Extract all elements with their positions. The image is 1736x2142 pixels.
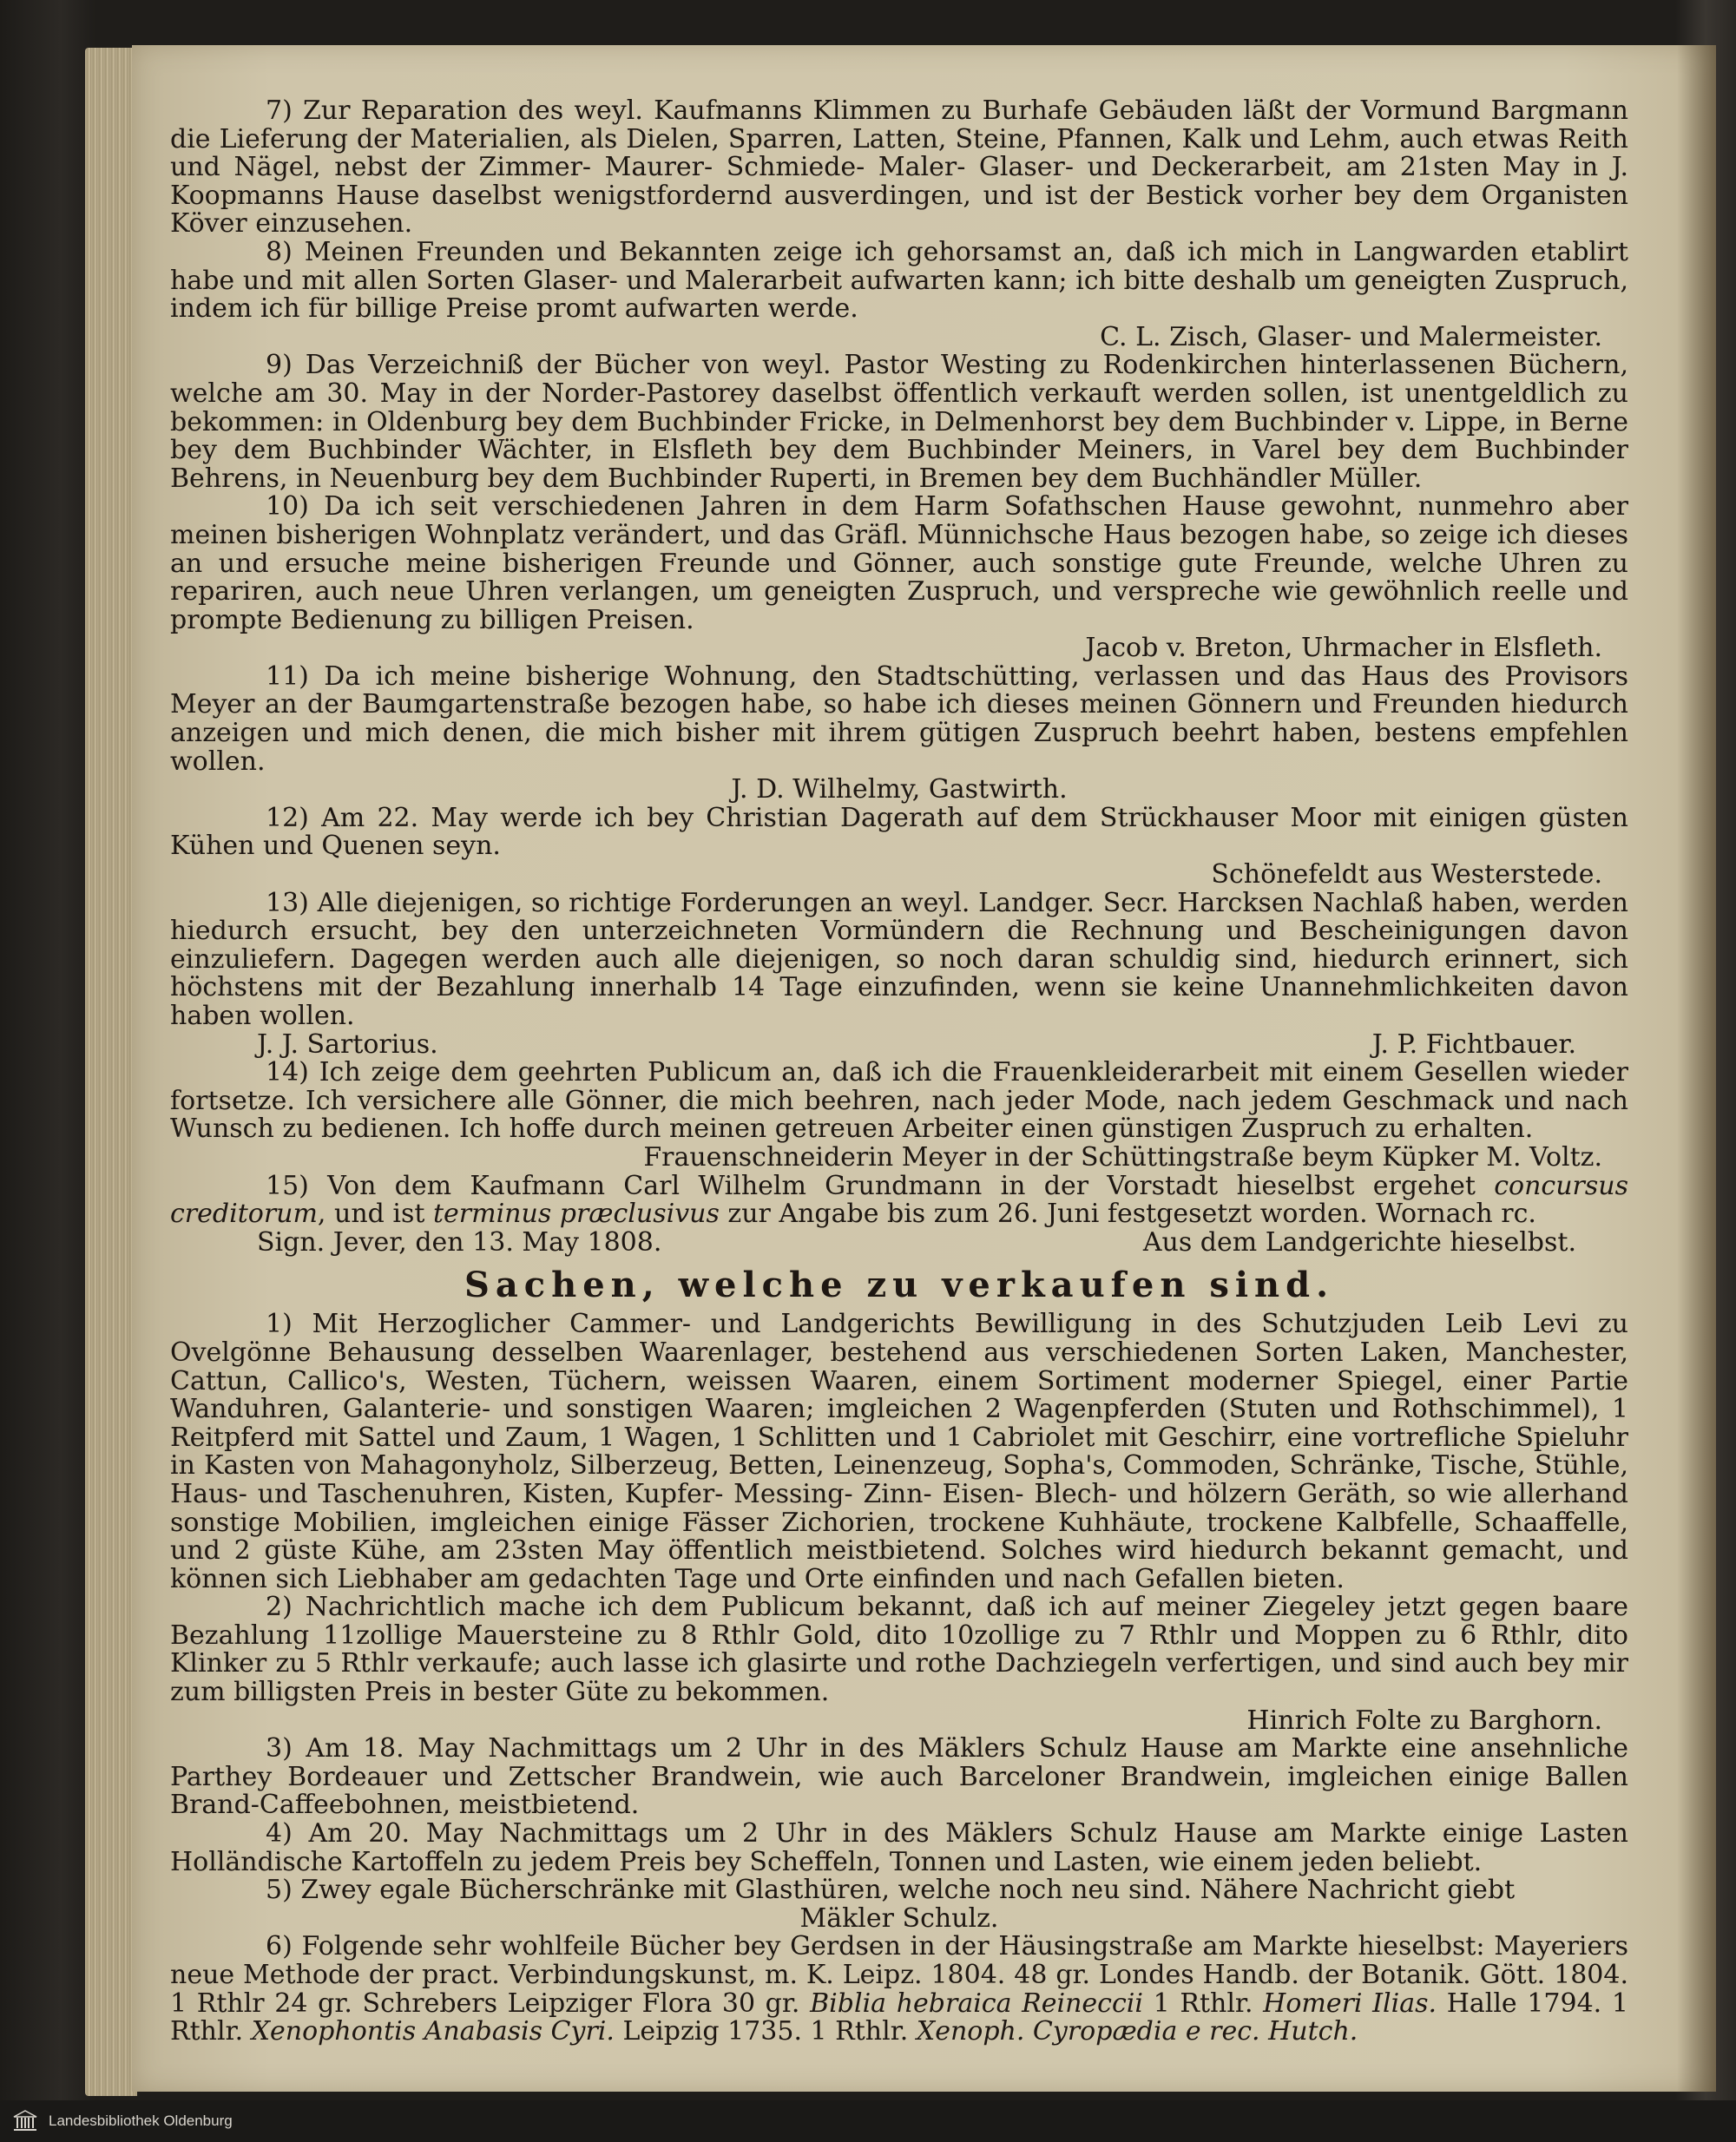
sale-item-2-signature: Hinrich Folte zu Barghorn. xyxy=(1246,1705,1602,1736)
sale-item-3: 3) Am 18. May Nachmittags um 2 Uhr in des Mäklers Schulz Hause am Markte eine ansehnliche Parthey Bordeauer und Zettscher Brandwein, wie auch Barceloner Brandwein, imgleichen einige Ballen Brand-Caffeebohnen, meistbietend. xyxy=(170,1733,1628,1821)
notice-15-signatures xyxy=(170,1226,1628,1258)
books-latin-1: Biblia hebraica Reineccii xyxy=(810,1988,1143,2019)
notice-8: 8) Meinen Freunden und Bekannten zeige ich gehorsamst an, daß ich mich in Langwarden etablirt habe und mit allen Sorten Glaser- und Malerarbeit aufwarten kann; ich bitte deshalb um geneigten Zuspruch, indem ich für billige Preise promt aufwarten werde. xyxy=(170,236,1628,325)
notice-14: 14) Ich zeige dem geehrten Publicum an, daß ich die Frauenkleiderarbeit mit einem Gesellen wieder fortsetze. Ich versichere alle Gönner, die mich beehren, nach jeder Mode, nach jedem Geschmack und nach Wunsch zu bedienen. Ich hoffe durch meinen getreuen Arbeiter einen günstigen Zuspruch zu erhalten. xyxy=(170,1057,1628,1145)
notice-15-latin-2: terminus præclusivus xyxy=(432,1199,720,1230)
books-before: 6) Folgende sehr wohlfeile Bücher bey Gerdsen in der Häusingstraße am Markte hieselbst: Mayeriers neue Methode der pract. Verbindungskunst, m. K. Leipz. 1804. 48 gr. Londes Handb. der Botanik. Gött. 1804. 1 Rthlr 24 gr. Schrebers Leipziger Flora 30 gr. xyxy=(170,1931,1628,2019)
footer-bar xyxy=(0,2100,1736,2142)
notice-8-signature: C. L. Zisch, Glaser- und Malermeister. xyxy=(1100,321,1602,352)
notice-13: 13) Alle diejenigen, so richtige Forderungen an weyl. Landger. Secr. Harcksen Nachlaß haben, werden hiedurch ersucht, bey den unterzeichneten Vormündern die Rechnung und Bescheinigungen davon einzuliefern. Dagegen werden auch alle diejenigen, so noch daran schuldig sind, hiedurch erinnert, sich höchstens mit der Bezahlung innerhalb 14 Tage einzufinden, wenn sie keine Unannehmlichkeiten davon haben wollen. xyxy=(170,887,1628,1031)
sale-item-2: 2) Nachrichtlich mache ich dem Publicum bekannt, daß ich auf meiner Ziegeley jetzt gegen baare Bezahlung 11zollige Mauersteine zu 8 Rthlr Gold, dito 10zollige zu 7 Rthlr und Moppen zu 6 Rthlr, dito Klinker zu 5 Rthlr verkaufe; auch lasse ich glasirte und rothe Dachziegeln verfertigen, und sind auch bey mir zum billigsten Preis in bester Güte zu bekommen. xyxy=(170,1592,1628,1708)
library-logo-icon xyxy=(12,2108,38,2134)
notice-15-sign-right: Aus dem Landgerichte hieselbst. xyxy=(1142,1226,1576,1258)
books-latin-4: Xenoph. Cyropædia e rec. Hutch. xyxy=(916,2016,1358,2047)
notice-13-signatures xyxy=(170,1028,1628,1060)
notice-14-signature: Frauenschneiderin Meyer in der Schüttingstraße beym Küpker M. Voltz. xyxy=(643,1141,1602,1173)
sale-item-1: 1) Mit Herzoglicher Cammer- und Landgerichts Bewilligung in des Schutzjuden Leib Levi zu Ovelgönne Behausung desselben Waarenlager, bestehend aus verschiedenen Sorten Laken, Manchester, Cattun, Callico's, Westen, Tüchern, weissen Waaren, einem Sortiment moderner Spiegel, einer Partie Wanduhren, Galanterie- und sonstigen Waaren; imgleichen 2 Wagenpferden (Stuten und Rothschimmel), 1 Reitpferd mit Sattel und Zaum, 1 Wagen, 1 Schlitten und 1 Cabriolet mit Geschirr, eine vortrefliche Spieluhr in Kasten von Mahagonyholz, Silberzeug, Betten, Leinenzeug, Sopha's, Commoden, Schränke, Tische, Stühle, Haus- und Taschenuhren, Kisten, Kupfer- Messing- Zinn- Eisen- Blech- und hölzern Geräth, so wie allerhand sonstige Mobilien, imgleichen einige Fässer Zichorien, trockene Kuhhäute, trockene Kalbfelle, Schaaffelle, und 2 güste Kühe, am 23sten May öffentlich meistbietend. Solches wird hiedurch bekannt gemacht, und können sich Liebhaber am gedachten Tage und Orte einfinden und nach Gefallen bieten. xyxy=(170,1309,1628,1594)
books-mid-1: 1 Rthlr. xyxy=(1153,1988,1253,2019)
sale-item-4: 4) Am 20. May Nachmittags um 2 Uhr in des Mäklers Schulz Hause am Markte einige Lasten Holländische Kartoffeln zu jedem Preis bey Scheffeln, Tonnen und Lasten, wie einem jeden beliebt. xyxy=(170,1818,1628,1877)
notice-15 xyxy=(170,1170,1628,1230)
page-text xyxy=(170,97,1628,2047)
notice-15-middle: , und ist xyxy=(317,1199,425,1230)
books-latin-3: Xenophontis Anabasis Cyri. xyxy=(251,2016,615,2047)
notice-15-sign-left: Sign. Jever, den 13. May 1808. xyxy=(257,1226,662,1258)
notice-9: 9) Das Verzeichniß der Bücher von weyl. Pastor Westing zu Rodenkirchen hinterlassenen Büchern, welche am 30. May in der Norder-Pastorey daselbst öffentlich verkauft werden sollen, ist unentgeldlich zu bekommen: in Oldenburg bey dem Buchbinder Fricke, in Delmenhorst bey dem Buchbinder v. Lippe, in Berne bey dem Buchbinder Wächter, in Elsfleth bey dem Buchbinder Meiners, in Varel bey dem Buchbinder Behrens, in Neuenburg bey dem Buchbinder Ruperti, in Bremen bey dem Buchhändler Müller. xyxy=(170,350,1628,494)
notice-12: 12) Am 22. May werde ich bey Christian Dagerath auf dem Strückhauser Moor mit einigen güsten Kühen und Quenen seyn. xyxy=(170,802,1628,862)
sale-item-5: 5) Zwey egale Bücherschränke mit Glasthüren, welche noch neu sind. Nähere Nachricht giebt xyxy=(266,1875,1516,1906)
notice-11: 11) Da ich meine bisherige Wohnung, den Stadtschütting, verlassen und das Haus des Provisors Meyer an der Baumgartenstraße bezogen habe, so habe ich dieses meinen Gönnern und Freunden hiedurch anzeigen und mich denen, die mich bisher mit ihrem gütigen Zuspruch beehrt haben, bestens empfehlen wollen. xyxy=(170,660,1628,777)
notice-15-before: 15) Von dem Kaufmann Carl Wilhelm Grundmann in der Vorstadt hieselbst ergehet xyxy=(266,1170,1476,1201)
books-latin-2: Homeri Ilias. xyxy=(1263,1988,1437,2019)
notice-15-after: zur Angabe bis zum 26. Juni festgesetzt worden. Wornach rc. xyxy=(727,1199,1536,1230)
footer-library-name: Landesbibliothek Oldenburg xyxy=(49,2112,233,2129)
books-mid-3: Leipzig 1735. 1 Rthlr. xyxy=(622,2016,909,2047)
sale-item-5-signature: Mäkler Schulz. xyxy=(799,1902,999,1934)
notice-13-signature-left: J. J. Sartorius. xyxy=(257,1028,438,1060)
notice-13-signature-right: J. P. Fichtbauer. xyxy=(1371,1028,1576,1060)
page-stack-edges xyxy=(85,48,137,2096)
notice-10-signature: Jacob v. Breton, Uhrmacher in Elsfleth. xyxy=(1085,633,1602,664)
notice-11-signature: J. D. Wilhelmy, Gastwirth. xyxy=(731,774,1068,805)
notice-10: 10) Da ich seit verschiedenen Jahren in dem Harm Sofathschen Hause gewohnt, nunmehro aber meinen bisherigen Wohnplatz verändert, und das Gräfl. Münnichsche Haus bezogen habe, so zeige ich dieses an und ersuche meine bisherigen Freunde und Gönner, auch sonstige gute Freunde, welche Uhren zu repariren, auch neue Uhren verlangen, um geneigten Zuspruch, und verspreche wie gewöhnlich reelle und prompte Bedienung zu billigen Preisen. xyxy=(170,491,1628,635)
notice-12-signature: Schönefeldt aus Westerstede. xyxy=(1211,859,1602,890)
section-heading: Sachen, welche zu verkaufen sind. xyxy=(464,1265,1335,1306)
notice-15-latin-1: concursus creditorum xyxy=(170,1170,1628,1230)
notice-7: 7) Zur Reparation des weyl. Kaufmanns Klimmen zu Burhafe Gebäuden läßt der Vormund Bargmann die Lieferung der Materialien, als Dielen, Sparren, Latten, Steine, Pfannen, Kalk und Lehm, auch etwas Reith und Nägel, nebst der Zimmer- Maurer- Schmiede- Maler- Glaser- und Deckerarbeit, am 21sten May in J. Koopmanns Hause daselbst wenigstfordernd ausverdingen, und ist der Bestick vorher bey dem Organisten Köver einzusehen. xyxy=(170,95,1628,240)
page-gutter-shadow xyxy=(1677,45,1716,2092)
books-mid-2: Halle 1794. 1 Rthlr. xyxy=(170,1988,1628,2047)
notice-6-books xyxy=(170,1933,1628,2046)
